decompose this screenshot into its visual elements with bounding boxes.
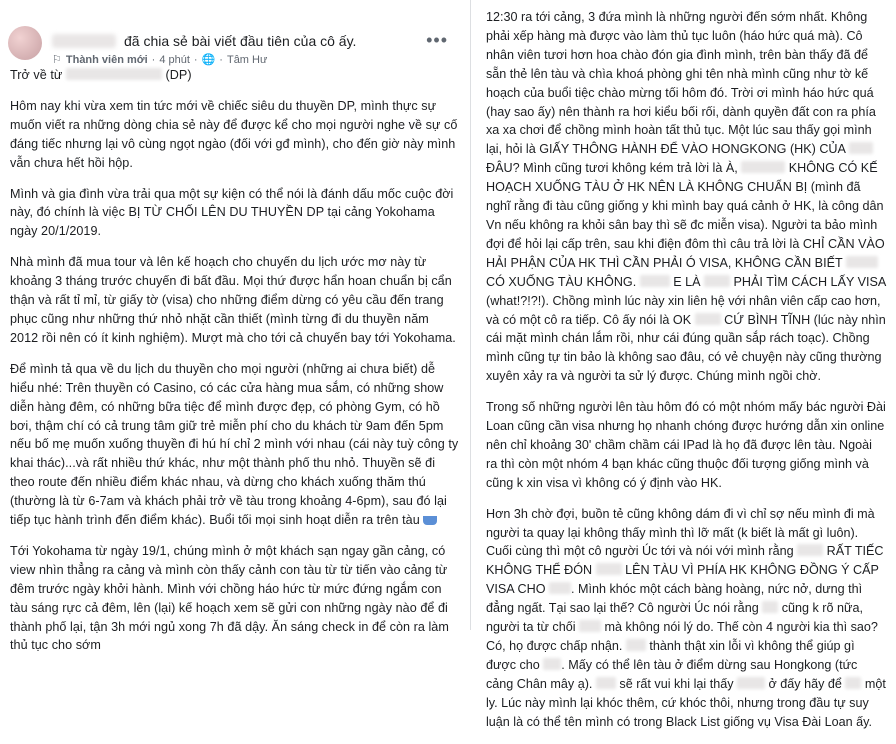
redacted-text — [737, 677, 765, 689]
paragraph: Nhà mình đã mua tour và lên kế hoạch cho chuyến du lịch ước mơ này từ khoảng 3 tháng trước chuyến đi bất đầu. Mọi thứ được hẩn hoan chuẩn bị cẩn thận và rất tỉ mỉ, từ giấy tờ (visa) cho những điểm dừng có yêu cầu đến trang phục cũng như những thứ nhỏ nhặt cần thiết (mình từng đi du thuyền năm 2012 rồi nên có ít kinh nghiệm). Mượt mà cho tới cả chuyến bay tới Yokohama. — [10, 255, 456, 345]
paragraph-text: Mấy có thể lên tàu ở điểm dừng sau Hongkong (tức cảng Chân mây ạ). — [486, 657, 858, 691]
redacted-text — [543, 658, 561, 670]
paragraph-text: một ly. Lúc này mình lại khóc thêm, cứ khóc thôi, nhưng trong đầu tự suy luận là có thể tên mình có trong Black List giống vụ Visa Đài Loan ấy. — [486, 676, 886, 729]
paragraph-text: Hơn 3h chờ đợi, buồn tẻ cũng không dám đi vì chỉ sợ nếu mình đi mà người ta quay lại không thấy mình thì lỡ mất (k biết là mất gì luôn). Cuối cùng thì một cô người Úc tới và nói với mình rằng — [486, 506, 875, 559]
paragraph-text: ở đấy hãy để — [768, 676, 842, 691]
redacted-text — [640, 275, 670, 287]
post-title-prefix: Trở về từ — [10, 68, 63, 82]
redacted-text — [849, 142, 873, 154]
redacted-text — [579, 620, 601, 632]
avatar[interactable] — [8, 26, 42, 60]
post-right-column — [474, 0, 894, 744]
paragraph-text: . Mình khóc một cách bàng hoàng, nức nở, dưng thì đẳng ngất. Tại sao lại thế? Cô người Úc nói rằng — [486, 582, 863, 616]
paragraph-text: RẤT TIẾC KHÔNG THỂ ĐÓN — [486, 544, 884, 578]
paragraph-text: 12:30 ra tới cảng, 3 đứa mình là những người đến sớm nhất. Không phải xếp hàng mà được vào làm thủ tục luôn (háo hức quá mà). Cô nhân viên tươi hơn hoa chào đón gia đình mình, trên bàn thấy đã để sẵn thẻ lên tàu và chìa khoá phòng ghi tên nhà mình cũng như tờ kế hoạch của buổi tiệc chào mừng tối hôm đó. Trời ơi mình háo hức quá (hay sao ấy) nên thành ra hơi kiểu bối rối, dành quyền đất con ra phía xa xa chơi để chồng mình hoàn tất thủ tục. Một lúc sau thấy gọi mình lại, hỏi là GIẤY THÔNG HÀNH ĐỂ VÀO HONGKONG (HK) CỦA — [486, 10, 876, 157]
post-title-suffix: (DP) — [165, 68, 192, 82]
column-divider — [470, 0, 471, 630]
paragraph-text: LÊN TÀU VÌ PHÍA HK KHÔNG ĐỒNG Ý CẤP VISA CHO — [486, 563, 879, 597]
redacted-text — [846, 256, 878, 268]
paragraph-text: PHẢI TÌM CÁCH LẤY VISA (what!?!?!). Chồng mình lúc này xin liên hệ với nhân viên cấp cao hơn, và có một cô ra tiếp. Cô ấy nói là OK — [486, 274, 886, 327]
redacted-text — [741, 161, 785, 173]
post-header — [0, 0, 470, 66]
separator-dot: · — [219, 53, 223, 66]
paragraph-text: mà không nói lý do. Thế còn 4 người kia thì sao? Có, họ được chấp nhận. — [486, 620, 878, 653]
paragraph-text: KHÔNG CÓ KẾ HOẠCH XUỐNG TÀU Ở HK NÊN LÀ KHÔNG CHUẨN BỊ (mình đã nghĩ rằng đi tàu cũng giống y khi mình bay quá cảnh ở HK, là công dân Vn nếu không ra khỏi sân bay thì sẽ đc miễn visa). Người ta bảo mình đợi để hỏi lại cấp trên, sau khi điện đôm thì câu trả lời là CHỈ CẦN VÀO HẢI PHẬN CỦA HK THÌ CẦN PHẢI Ó VISA, KHÔNG CẦN BIẾT — [486, 161, 885, 270]
redacted-text — [695, 313, 721, 325]
ship-emoji-icon — [423, 516, 437, 525]
post-body-right — [474, 8, 894, 732]
separator-dot: · — [193, 53, 198, 66]
post-title — [10, 66, 460, 85]
separator-dot: · — [151, 53, 156, 66]
redacted-text — [704, 275, 730, 287]
paragraph-text: thành thật xin lỗi vì không thể giúp gì được cho — [486, 639, 855, 672]
redacted-text — [762, 601, 778, 613]
post-body-left — [0, 66, 470, 655]
paragraph: Hôm nay khi vừa xem tin tức mới về chiếc siêu du thuyền DP, mình thực sự muốn viết ra những dòng chia sẻ này để được kể cho mọi người nghe về sự cố đáng tiếc nhưng lại vô cùng ngọt ngào (đối với gđ mình), cho đến giờ này mình vẫn chưa hết hồi hộp. — [10, 98, 458, 170]
author-line — [52, 33, 356, 49]
author-name-redacted[interactable] — [52, 34, 116, 48]
redacted-ship-name — [66, 68, 162, 80]
member-badge-icon: ⚐ — [52, 54, 62, 66]
paragraph — [486, 8, 886, 386]
paragraph: Hơn 3h chờ đợi, buồn tẻ cũng không dám đi vì chỉ sợ nếu mình đi mà người ta quay lại không thấy mình thì lỡ mất (k biết là mất gì luôn). Cuối cùng thì một cô người Úc tới và nói với mình rằng RẤT TIẾC KHÔNG THỂ ĐÓN LÊN TÀU VÌ PHÍA HK KHÔNG ĐỒNG Ý CẤP VISA CHO . Mình khóc một cách bàng hoàng, nức nở, dưng thì đẳng ngất. Tại sao lại thế? Cô người Úc nói rằng cũng k rõ nữa, người ta từ chối mà không nói lý do. Thế còn 4 người kia thì sao? Có, họ được chấp nhận. thành thật xin lỗi vì không thể giúp gì được cho . Mấy có thể lên tàu ở điểm dừng sau Hongkong (tức cảng Chân mây ạ). sẽ rất vui khi lại thấy ở đấy hãy để một ly. Lúc này mình lại khóc thêm, cứ khóc thôi, nhưng trong đầu tự suy luận là có thể tên mình có trong Black List giống vụ Visa Đài Loan ấy. — [486, 506, 886, 729]
paragraph-text: E LÀ — [673, 274, 701, 289]
paragraph — [10, 360, 460, 530]
paragraph-text: cũng k rõ nữa, người ta từ chối — [486, 601, 863, 635]
paragraph: Mình và gia đình vừa trải qua một sự kiện có thể nói là đánh dấu mốc cuộc đời này, đó chính là việc BỊ TỪ CHỐI LÊN DU THUYỀN DP tại cảng Yokohama ngày 20/1/2019. — [10, 186, 454, 239]
paragraph-text: Để mình tả qua về du lịch du thuyền cho mọi người (những ai chưa biết) dễ hiểu nhé: Trên thuyền có Casino, có các cửa hàng mua sắm, có những show diễn hàng đêm, có những bữa tiệc để mình được đẹp, có phòng Gym, có hồ bơi, thậm chí có cả trung tâm giữ trẻ miễn phí cho du khách từ 9am đến 5pm nếu bố mẹ muốn xuống thuyền đi hú hí chỉ 2 mình với nhau (cái này tuỳ công ty khai thác)...và rất nhiều thứ khác, như một thành phố thu nhỏ. Thuyền sẽ đi theo route đến nhiều điểm khác nhau, và dừng cho khách xuống thăm thú (thường là từ 6-7am và khách phải trở về tàu trong khoảng 4-6pm), sau đó lại tiếp tục hành trình đến điểm khác). Buổi tối mọi sinh hoạt diễn ra trên tàu — [10, 361, 459, 528]
author-action: đã chia sẻ bài viết đầu tiên của cô ấy. — [124, 33, 357, 49]
paragraph: Trong số những người lên tàu hôm đó có một nhóm mấy bác người Đài Loan cũng cần visa nhưng họ nhanh chóng được hướng dẫn xin online nên chỉ khoảng 30' chầm chầm cái IPad là họ đã được lên tàu. Ngoài ra thì còn một nhóm 4 bạn khác cũng thuộc đối tượng giống mình và cũng k xin visa vì không có ý định vào HK. — [486, 400, 886, 490]
redacted-text — [626, 639, 646, 651]
globe-icon: 🌐 — [201, 54, 216, 66]
paragraph: Tới Yokohama từ ngày 19/1, chúng mình ở một khách sạn ngay gần cảng, có view nhìn thẳng ra cảng và mình còn thấy cảnh con tàu từ từ tiến vào cảng từ đêm trước ngày khởi hành. Mình với chồng háo hức từ mức đứng ngắm con tàu sáng rực cả đêm, lên (lại) kế hoạch xem sẽ gửi con những ngày nào để đi thành phố lại, tận 3h mới ngủ xong 7h đã dậy. Ăn sáng check in để còn ra làm thủ tục cho sớm — [10, 543, 449, 653]
paragraph-text: CỨ BÌNH TĨNH (lúc này nhìn cái mặt mình chán lắm rồi, như cái đúng quần sắp rách toạc). Chồng mình cũng tự tin bảo là không sao đâu, có vẻ chuyện này cũng thường xuyên xảy ra và người ta sử lý được. Chúng mình ngồi chờ. — [486, 312, 886, 384]
redacted-text — [797, 544, 823, 556]
post-left-column — [0, 0, 470, 667]
redacted-text — [845, 677, 861, 689]
redacted-text — [596, 563, 622, 575]
redacted-text — [596, 677, 616, 689]
paragraph-text: sẽ rất vui khi lại thấy — [619, 676, 734, 691]
paragraph-text: CÓ XUỐNG TÀU KHÔNG. — [486, 274, 637, 289]
more-horizontal-icon[interactable]: ••• — [426, 30, 448, 50]
post-meta — [52, 53, 267, 66]
post-time[interactable]: 4 phút — [159, 53, 190, 66]
member-badge: Thành viên mới — [65, 53, 148, 66]
paragraph-text: ĐÂU? Mình cũng tươi không kém trả lời là À, — [486, 161, 738, 176]
redacted-text — [549, 582, 571, 594]
topic-tag[interactable]: Tâm Hư — [226, 53, 268, 66]
